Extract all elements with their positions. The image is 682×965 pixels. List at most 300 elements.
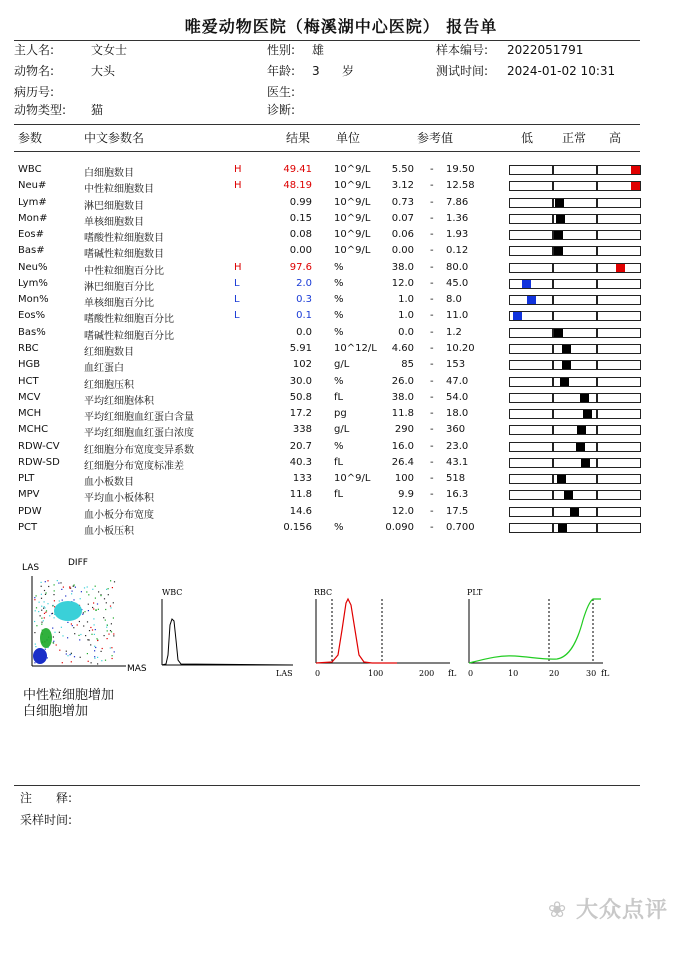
col-result: 结果 bbox=[286, 131, 311, 145]
range-normal-box bbox=[553, 230, 597, 240]
range-high-box bbox=[597, 442, 641, 452]
ref-low: 4.60 bbox=[391, 342, 414, 354]
ref-dash: - bbox=[430, 326, 434, 338]
table-row bbox=[0, 308, 682, 324]
ref-dash: - bbox=[430, 391, 434, 403]
scatter-dot bbox=[113, 633, 114, 634]
scatter-dot bbox=[54, 606, 55, 607]
ref-high: 7.86 bbox=[446, 196, 469, 208]
param-code: HGB bbox=[18, 359, 41, 371]
ref-high: 10.20 bbox=[446, 342, 475, 354]
range-high-box bbox=[597, 263, 641, 273]
ref-high: 1.36 bbox=[446, 212, 469, 224]
param-result: 40.3 bbox=[289, 456, 312, 468]
range-normal-box bbox=[553, 198, 597, 208]
param-cn-name: 血小板分布宽度 bbox=[84, 509, 154, 521]
ref-dash: - bbox=[430, 489, 434, 501]
ref-dash: - bbox=[430, 375, 434, 387]
range-low-box bbox=[509, 230, 553, 240]
scatter-dot bbox=[94, 646, 95, 647]
table-row bbox=[0, 292, 682, 308]
scatter-dot bbox=[97, 663, 98, 664]
table-row bbox=[0, 471, 682, 487]
range-low-box bbox=[509, 425, 553, 435]
range-normal-box bbox=[553, 279, 597, 289]
range-high-box bbox=[597, 344, 641, 354]
ref-low: 85 bbox=[401, 359, 414, 371]
scatter-xlabel: MAS bbox=[127, 664, 147, 674]
scatter-dot bbox=[47, 603, 48, 604]
footer-divider bbox=[14, 785, 640, 786]
range-low-box bbox=[509, 523, 553, 533]
range-marker bbox=[564, 491, 573, 499]
table-row bbox=[0, 487, 682, 503]
table-row bbox=[0, 341, 682, 357]
param-result: 97.6 bbox=[289, 261, 312, 273]
ref-high: 0.700 bbox=[446, 521, 475, 533]
param-cn-name: 单核细胞数目 bbox=[84, 216, 144, 228]
scatter-dot bbox=[40, 615, 41, 616]
param-result: 48.19 bbox=[283, 180, 312, 192]
param-result: 14.6 bbox=[289, 505, 312, 517]
record-label: 病历号: bbox=[14, 85, 55, 99]
scatter-dot bbox=[72, 625, 73, 626]
range-high-box bbox=[597, 458, 641, 468]
param-code: MPV bbox=[18, 489, 40, 501]
scatter-dot bbox=[79, 621, 80, 622]
scatter-dot bbox=[89, 639, 90, 640]
scatter-dot bbox=[41, 622, 42, 623]
watermark-paw-icon: ❀ bbox=[547, 898, 568, 923]
test-time-value: 2024-01-02 10:31 bbox=[507, 64, 616, 78]
ref-low: 12.0 bbox=[391, 505, 414, 517]
ref-high: 1.93 bbox=[446, 229, 469, 241]
scatter-dot bbox=[74, 633, 75, 634]
param-cn-name: 血小板数目 bbox=[84, 477, 134, 489]
type-label: 动物类型: bbox=[14, 103, 67, 117]
param-result: 0.08 bbox=[289, 229, 312, 241]
scatter-dot bbox=[44, 607, 45, 608]
range-marker bbox=[576, 443, 585, 451]
scatter-dot bbox=[45, 581, 46, 582]
range-high-box bbox=[597, 181, 641, 191]
ref-dash: - bbox=[430, 505, 434, 517]
scatter-dot bbox=[41, 606, 42, 607]
range-marker bbox=[583, 410, 592, 418]
param-flag: L bbox=[234, 294, 240, 306]
table-row bbox=[0, 374, 682, 390]
range-high-box bbox=[597, 198, 641, 208]
param-result: 0.3 bbox=[296, 294, 312, 306]
scatter-dot bbox=[71, 593, 72, 594]
param-cn-name: 红细胞分布宽度标准差 bbox=[84, 460, 184, 472]
scatter-dot bbox=[106, 589, 107, 590]
table-row bbox=[0, 406, 682, 422]
scatter-dot bbox=[88, 604, 89, 605]
wbc-histogram bbox=[158, 585, 298, 680]
table-row bbox=[0, 243, 682, 259]
param-result: 17.2 bbox=[289, 408, 312, 420]
scatter-dot bbox=[43, 620, 44, 621]
scatter-dot bbox=[60, 582, 61, 583]
scatter-dot bbox=[61, 589, 62, 590]
ref-dash: - bbox=[430, 440, 434, 452]
range-low-box bbox=[509, 344, 553, 354]
scatter-dot bbox=[113, 635, 114, 636]
param-code: RBC bbox=[18, 342, 39, 354]
scatter-dot bbox=[104, 598, 105, 599]
scatter-dot bbox=[75, 587, 76, 588]
scatter-dot bbox=[85, 635, 86, 636]
type-value: 猫 bbox=[91, 103, 104, 117]
scatter-dot bbox=[87, 586, 88, 587]
rbc-tick-1: 100 bbox=[368, 669, 384, 678]
scatter-dot bbox=[101, 651, 102, 652]
scatter-dot bbox=[97, 657, 98, 658]
ref-low: 0.0 bbox=[398, 326, 414, 338]
ref-low: 12.0 bbox=[391, 277, 414, 289]
ref-dash: - bbox=[430, 310, 434, 322]
param-cn-name: 红细胞数目 bbox=[84, 346, 134, 358]
range-marker bbox=[631, 166, 640, 174]
scatter-dot bbox=[80, 598, 81, 599]
range-low-box bbox=[509, 490, 553, 500]
scatter-dot bbox=[44, 590, 45, 591]
scatter-dot bbox=[108, 588, 109, 589]
param-unit: fL bbox=[334, 456, 344, 468]
param-cn-name: 嗜碱性粒细胞数目 bbox=[84, 249, 164, 261]
range-marker bbox=[554, 247, 563, 255]
scatter-dot bbox=[53, 636, 54, 637]
scatter-dot bbox=[52, 605, 53, 606]
scatter-dot bbox=[54, 617, 55, 618]
range-marker bbox=[555, 199, 564, 207]
ref-low: 0.07 bbox=[391, 212, 414, 224]
param-cn-name: 红细胞分布宽度变异系数 bbox=[84, 444, 194, 456]
animal-value: 大头 bbox=[91, 64, 116, 78]
table-row bbox=[0, 390, 682, 406]
scatter-dot bbox=[44, 617, 45, 618]
scatter-dot bbox=[41, 586, 42, 587]
param-cn-name: 中性粒细胞数目 bbox=[84, 184, 154, 196]
scatter-dot bbox=[90, 627, 91, 628]
sex-label: 性别: bbox=[267, 43, 296, 57]
scatter-dot bbox=[78, 635, 79, 636]
scatter-dot bbox=[47, 580, 48, 581]
scatter-dot bbox=[110, 630, 111, 631]
scatter-dot bbox=[54, 584, 55, 585]
range-high-box bbox=[597, 377, 641, 387]
param-code: MCHC bbox=[18, 424, 49, 436]
scatter-dot bbox=[110, 580, 111, 581]
scatter-dot bbox=[36, 595, 37, 596]
scatter-dot bbox=[103, 617, 104, 618]
scatter-dot bbox=[95, 598, 96, 599]
param-result: 2.0 bbox=[296, 277, 312, 289]
param-code: Lym# bbox=[18, 196, 47, 208]
range-marker bbox=[580, 394, 589, 402]
scatter-dot bbox=[72, 591, 73, 592]
scatter-dot bbox=[44, 606, 45, 607]
ref-low: 38.0 bbox=[391, 391, 414, 403]
param-unit: fL bbox=[334, 391, 344, 403]
range-high-box bbox=[597, 490, 641, 500]
scatter-top-label: DIFF bbox=[68, 558, 88, 568]
ref-dash: - bbox=[430, 212, 434, 224]
scatter-dot bbox=[44, 613, 45, 614]
ref-high: 153 bbox=[446, 359, 466, 371]
param-result: 338 bbox=[292, 424, 312, 436]
diagnosis-label: 诊断: bbox=[267, 103, 296, 117]
range-high-box bbox=[597, 214, 641, 224]
diff-scatter-plot bbox=[18, 556, 153, 676]
range-normal-box bbox=[553, 165, 597, 175]
ref-low: 1.0 bbox=[398, 294, 414, 306]
table-row bbox=[0, 455, 682, 471]
scatter-dot bbox=[89, 630, 90, 631]
col-normal: 正常 bbox=[562, 131, 587, 145]
range-marker bbox=[562, 345, 571, 353]
range-low-box bbox=[509, 279, 553, 289]
range-high-box bbox=[597, 279, 641, 289]
range-normal-box bbox=[553, 377, 597, 387]
range-marker bbox=[527, 296, 536, 304]
range-low-box bbox=[509, 377, 553, 387]
ref-high: 360 bbox=[446, 424, 466, 436]
scatter-dot bbox=[87, 639, 88, 640]
param-cn-name: 平均红细胞血红蛋白浓度 bbox=[84, 428, 194, 440]
range-marker bbox=[557, 475, 566, 483]
scatter-dot bbox=[100, 595, 101, 596]
range-normal-box bbox=[553, 458, 597, 468]
col-unit: 单位 bbox=[336, 131, 361, 145]
scatter-dot bbox=[41, 598, 42, 599]
range-normal-box bbox=[553, 442, 597, 452]
scatter-dot bbox=[114, 581, 115, 582]
table-row bbox=[0, 520, 682, 536]
scatter-dot bbox=[101, 660, 102, 661]
ref-dash: - bbox=[430, 359, 434, 371]
param-unit: % bbox=[334, 326, 344, 338]
rbc-unit: fL bbox=[448, 669, 457, 678]
param-code: PDW bbox=[18, 505, 42, 517]
scatter-dot bbox=[112, 658, 113, 659]
range-normal-box bbox=[553, 507, 597, 517]
range-low-box bbox=[509, 263, 553, 273]
scatter-dot bbox=[84, 611, 85, 612]
scatter-dot bbox=[77, 624, 78, 625]
range-high-box bbox=[597, 246, 641, 256]
param-code: Mon# bbox=[18, 212, 48, 224]
range-high-box bbox=[597, 230, 641, 240]
scatter-dot bbox=[80, 634, 81, 635]
scatter-dot bbox=[45, 594, 46, 595]
scatter-dot bbox=[81, 591, 82, 592]
scatter-dot bbox=[41, 582, 42, 583]
scatter-dot bbox=[62, 662, 63, 663]
param-cn-name: 淋巴细胞百分比 bbox=[84, 281, 154, 293]
param-flag: H bbox=[234, 180, 242, 192]
range-low-box bbox=[509, 360, 553, 370]
param-code: Eos# bbox=[18, 229, 45, 241]
param-result: 30.0 bbox=[289, 375, 312, 387]
scatter-dot bbox=[52, 628, 53, 629]
plt-unit: fL bbox=[601, 669, 610, 678]
scatter-dot bbox=[54, 632, 55, 633]
param-unit: g/L bbox=[334, 424, 350, 436]
scatter-dot bbox=[47, 657, 48, 658]
param-flag: H bbox=[234, 261, 242, 273]
range-marker bbox=[522, 280, 531, 288]
scatter-dot bbox=[52, 613, 53, 614]
scatter-dot bbox=[83, 612, 84, 613]
ref-low: 0.00 bbox=[391, 245, 414, 257]
ref-dash: - bbox=[430, 261, 434, 273]
range-low-box bbox=[509, 458, 553, 468]
ref-high: 18.0 bbox=[446, 408, 469, 420]
range-marker bbox=[554, 231, 563, 239]
param-code: WBC bbox=[18, 164, 42, 175]
ref-dash: - bbox=[430, 456, 434, 468]
range-normal-box bbox=[553, 181, 597, 191]
param-unit: % bbox=[334, 521, 344, 533]
range-low-box bbox=[509, 328, 553, 338]
sample-time-label: 采样时间: bbox=[20, 813, 73, 827]
ref-dash: - bbox=[430, 164, 434, 175]
scatter-dot bbox=[74, 656, 75, 657]
scatter-dot bbox=[53, 641, 54, 642]
range-normal-box bbox=[553, 490, 597, 500]
note-label: 注 释: bbox=[20, 791, 73, 805]
wbc-title: WBC bbox=[162, 588, 183, 597]
scatter-dot bbox=[96, 638, 97, 639]
scatter-dot bbox=[34, 599, 35, 600]
param-unit: fL bbox=[334, 489, 344, 501]
ref-low: 38.0 bbox=[391, 261, 414, 273]
table-row bbox=[0, 162, 682, 178]
scatter-dot bbox=[95, 610, 96, 611]
scatter-dot bbox=[107, 630, 108, 631]
scatter-dot bbox=[111, 631, 112, 632]
ref-high: 12.58 bbox=[446, 180, 475, 192]
scatter-dot bbox=[93, 618, 94, 619]
scatter-dot bbox=[84, 587, 85, 588]
scatter-dot bbox=[114, 651, 115, 652]
param-flag: H bbox=[234, 164, 242, 175]
ref-high: 8.0 bbox=[446, 294, 462, 306]
scatter-dot bbox=[93, 608, 94, 609]
scatter-dot bbox=[98, 609, 99, 610]
range-normal-box bbox=[553, 360, 597, 370]
scatter-dot bbox=[53, 594, 54, 595]
table-row bbox=[0, 325, 682, 341]
rbc-tick-0: 0 bbox=[315, 669, 321, 678]
scatter-dot bbox=[91, 662, 92, 663]
range-low-box bbox=[509, 393, 553, 403]
scatter-dot bbox=[92, 589, 93, 590]
param-unit: 10^9/L bbox=[334, 180, 371, 192]
ref-dash: - bbox=[430, 180, 434, 192]
range-low-box bbox=[509, 442, 553, 452]
scatter-dot bbox=[69, 588, 70, 589]
ref-high: 54.0 bbox=[446, 391, 469, 403]
range-marker bbox=[558, 524, 567, 532]
range-low-box bbox=[509, 311, 553, 321]
param-code: Eos% bbox=[18, 310, 46, 322]
age-value: 3 bbox=[312, 64, 320, 78]
scatter-dot bbox=[95, 586, 96, 587]
range-low-box bbox=[509, 198, 553, 208]
ref-high: 23.0 bbox=[446, 440, 469, 452]
range-normal-box bbox=[553, 425, 597, 435]
ref-low: 26.0 bbox=[391, 375, 414, 387]
ref-high: 518 bbox=[446, 473, 466, 485]
range-high-box bbox=[597, 393, 641, 403]
ref-high: 45.0 bbox=[446, 277, 469, 289]
table-row bbox=[0, 195, 682, 211]
ref-dash: - bbox=[430, 196, 434, 208]
wbc-xlabel: LAS bbox=[276, 669, 293, 678]
scatter-dot bbox=[94, 634, 95, 635]
param-cn-name: 中性粒细胞百分比 bbox=[84, 265, 164, 277]
scatter-dot bbox=[87, 653, 88, 654]
scatter-dot bbox=[41, 618, 42, 619]
scatter-dot bbox=[54, 590, 55, 591]
param-result: 50.8 bbox=[289, 391, 312, 403]
ref-low: 0.06 bbox=[391, 229, 414, 241]
range-low-box bbox=[509, 474, 553, 484]
ref-dash: - bbox=[430, 424, 434, 436]
scatter-dot bbox=[41, 594, 42, 595]
ref-dash: - bbox=[430, 294, 434, 306]
scatter-dot bbox=[105, 660, 106, 661]
param-code: Neu# bbox=[18, 180, 47, 192]
range-marker bbox=[581, 459, 590, 467]
scatter-dot bbox=[94, 658, 95, 659]
info-divider bbox=[14, 124, 640, 125]
scatter-dot bbox=[59, 600, 60, 601]
range-low-box bbox=[509, 214, 553, 224]
range-marker bbox=[616, 264, 625, 272]
col-low: 低 bbox=[521, 131, 534, 145]
table-row bbox=[0, 211, 682, 227]
range-normal-box bbox=[553, 263, 597, 273]
param-cn-name: 嗜碱性粒细胞百分比 bbox=[84, 330, 174, 342]
ref-dash: - bbox=[430, 277, 434, 289]
ref-low: 5.50 bbox=[391, 164, 414, 175]
scatter-dot bbox=[73, 599, 74, 600]
param-result: 0.15 bbox=[289, 212, 312, 224]
param-code: MCH bbox=[18, 408, 42, 420]
age-label: 年龄: bbox=[267, 64, 296, 78]
scatter-dot bbox=[92, 629, 93, 630]
param-unit: pg bbox=[334, 408, 347, 420]
param-code: PLT bbox=[18, 473, 35, 485]
ref-low: 100 bbox=[394, 473, 414, 485]
param-unit: % bbox=[334, 294, 344, 306]
rbc-title: RBC bbox=[314, 588, 333, 597]
scatter-dot bbox=[112, 587, 113, 588]
range-low-box bbox=[509, 409, 553, 419]
scatter-dot bbox=[95, 647, 96, 648]
scatter-dot bbox=[38, 611, 39, 612]
ref-low: 0.73 bbox=[391, 196, 414, 208]
param-unit: % bbox=[334, 261, 344, 273]
range-normal-box bbox=[553, 295, 597, 305]
table-row bbox=[0, 227, 682, 243]
scatter-dot bbox=[59, 650, 60, 651]
ref-high: 0.12 bbox=[446, 245, 469, 257]
